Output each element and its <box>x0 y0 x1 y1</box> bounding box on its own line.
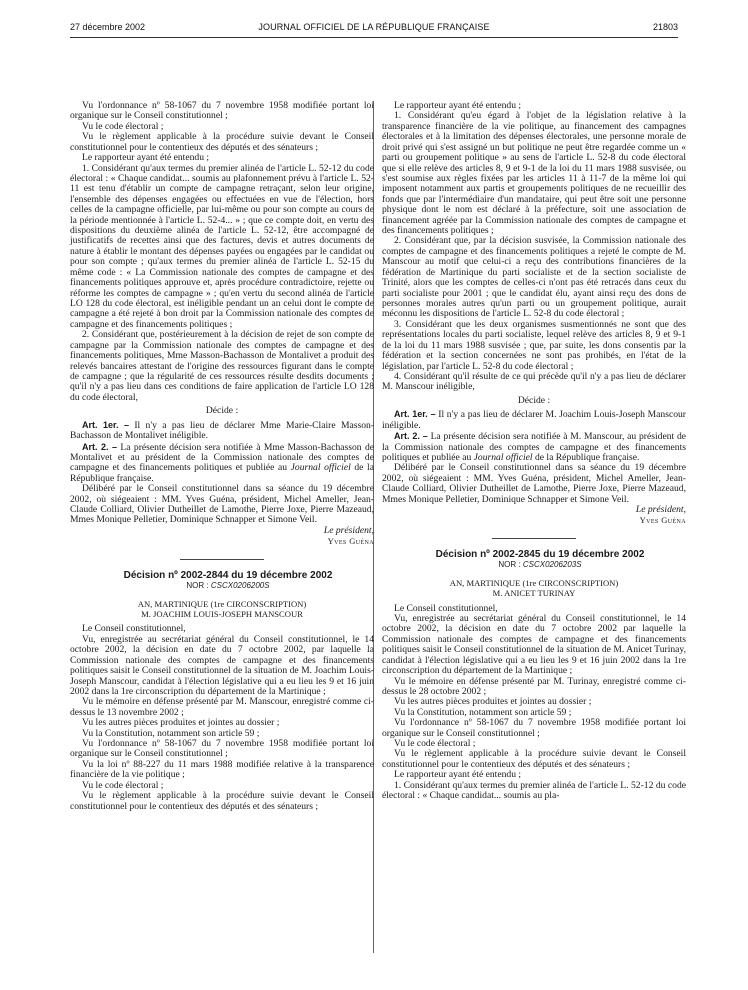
paragraph: 4. Considérant qu'il résulte de ce qui précède qu'il n'y a pas lieu de déclarer M. Manscour inéligible, <box>382 370 686 393</box>
article-2 <box>70 442 374 485</box>
signature-title: Le président, <box>323 524 374 536</box>
section-separator <box>180 559 264 560</box>
decision-title: Décision nº 2002-2844 du 19 décembre 2002 <box>123 569 333 581</box>
article-label: Art. 2. – <box>394 431 428 442</box>
paragraph: 1. Considérant qu'aux termes du premier alinéa de l'article L. 52-12 du code électoral : « Chaque candidat... soumis au pla- <box>382 779 686 802</box>
signature-name: Yves Guéna <box>327 536 374 547</box>
right-column <box>382 101 686 802</box>
paragraph: Le Conseil constitutionnel, <box>394 602 498 614</box>
constituency: AN, MARTINIQUE (1re CIRCONSCRIPTION) <box>137 598 307 609</box>
deliberation: Délibéré par le Conseil constitutionnel dans sa séance du 19 décembre 2002, où siégeaient : MM. Yves Guéna, président, Michel Ameller, Jean-Claude Colliard, Olivier Dutheillet de Lamothe, Pierre Joxe, Pierre Mazeaud, Mmes Monique Pelletier, Dominique Schnapper et Simone Veil. <box>382 462 686 505</box>
parties-block <box>382 578 686 599</box>
article-text: La présente décision sera notifiée à M. Manscour, au président de la Commission nationale des comptes de campagne et des financements politiques et publiée au <box>382 431 686 463</box>
paragraph: Vu l'ordonnance nº 58-1067 du 7 novembre 1958 modifiée portant loi organique sur le Conseil constitutionnel ; <box>70 100 374 122</box>
paragraph: Vu le code électoral ; <box>82 779 164 791</box>
article-text: La présente décision sera notifiée à Mme Masson-Bachasson de Montalivet et au président de la Commission nationale des comptes de campagne et des financements politiques et publiée au <box>70 441 375 474</box>
article-text: Il n'y a pas lieu de déclarer M. Joachim Louis-Joseph Manscour inéligible. <box>382 409 686 431</box>
section-separator <box>492 538 576 539</box>
parties-block <box>70 599 374 620</box>
journal-name: Journal officiel <box>290 462 351 474</box>
paragraph: Vu, enregistrée au secrétariat général du Conseil constitutionnel, le 14 octobre 2002, la décision en date du 7 octobre 2002 par laquelle la Commission nationale des comptes de campagne et des financements politiques saisit le Conseil constitutionnel de la situation de M. Anicet Turinay, candidat à l'élection législative qui a eu lieu les 9 et 16 juin 2002 dans la 1re circonscription du département de la Martinique ; <box>382 612 686 677</box>
nor-code: CSCX0206200S <box>210 581 270 591</box>
paragraph: Le rapporteur ayant été entendu ; <box>394 100 522 111</box>
paragraph: Vu le mémoire en défense présenté par M. Turinay, enregistré comme ci-dessus le 28 octobre 2002 ; <box>382 675 686 697</box>
paragraph: Vu l'ordonnance nº 58-1067 du 7 novembre 1958 modifiée portant loi organique sur le Conseil constitutionnel ; <box>70 738 374 760</box>
nor-label: NOR : <box>186 581 209 591</box>
nor-reference <box>382 560 686 570</box>
paragraph: Le Conseil constitutionnel, <box>82 623 186 635</box>
constituency: AN, MARTINIQUE (1re CIRCONSCRIPTION) <box>449 577 619 588</box>
article-label: Art. 1er. – <box>82 419 129 430</box>
paragraph: Vu la Constitution, notamment son article 59 ; <box>394 706 572 718</box>
paragraph: Vu la Constitution, notamment son article 59 ; <box>82 727 260 739</box>
party-name: M. ANICET TURINAY <box>492 588 576 599</box>
article-text: de la République française. <box>70 462 374 484</box>
paragraph: 2. Considérant que, postérieurement à la décision de rejet de son compte de campagne par la Commission nationale des comptes de campagne et des financements politiques, Mme Masson-Bachasson de Montalivet a produit des relevés bancaires attestant de l'origine des ressources figurant dans le compte de campagne ; que la régularité de ces ressources résulte desdits documents ; qu'il n'y a pas lieu dans ces conditions de faire application de l'article LO 128 du code électoral, <box>70 329 374 403</box>
decision-title: Décision nº 2002-2845 du 19 décembre 2002 <box>435 548 645 560</box>
article-1 <box>70 420 374 442</box>
party-name: M. JOACHIM LOUIS-JOSEPH MANSCOUR <box>141 608 303 619</box>
decide-heading: Décide : <box>517 394 551 406</box>
article-2 <box>382 431 686 463</box>
paragraph: Vu le règlement applicable à la procédure suivie devant le Conseil constitutionnel pour le contentieux des députés et des sénateurs ; <box>70 790 374 812</box>
paragraph: Vu le code électoral ; <box>82 120 164 132</box>
article-label: Art. 2. – <box>82 441 118 452</box>
page-header <box>70 22 678 38</box>
paragraph: 3. Considérant que les deux organismes susmentionnés ne sont que des représentations locales du parti socialiste, lequel relève des articles 8, 9 et 9-1 de la loi du 11 mars 1988 susvisée ; que, par suite, les dons consentis par la fédération et la section concernées ne sont pas prohibés, en l'état de la législation, par l'article L. 52-8 du code électoral ; <box>382 318 686 372</box>
paragraph: Vu les autres pièces produites et jointes au dossier ; <box>82 717 280 729</box>
article-text: de la République française. <box>534 451 640 463</box>
deliberation: Délibéré par le Conseil constitutionnel dans sa séance du 19 décembre 2002, où siégeaient : MM. Yves Guéna, président, Michel Ameller, Jean-Claude Colliard, Olivier Dutheillet de Lamothe, Pierre Joxe, Pierre Mazeaud, Mmes Monique Pelletier, Dominique Schnapper et Simone Veil. <box>70 483 374 526</box>
article-1 <box>382 409 686 431</box>
signature-title: Le président, <box>635 504 686 516</box>
paragraph: Vu le code électoral ; <box>394 738 476 750</box>
paragraph: Le rapporteur ayant été entendu ; <box>82 152 210 164</box>
header-journal-title: JOURNAL OFFICIEL DE LA RÉPUBLIQUE FRANÇAISE <box>258 22 490 32</box>
article-text: Il n'y a pas lieu de déclarer Mme Marie-Claire Masson-Bachasson de Montalivet inéligible. <box>70 419 374 442</box>
header-date: 27 décembre 2002 <box>70 22 146 32</box>
paragraph: 1. Considérant qu'eu égard à l'objet de la législation relative à la transparence financière de la vie politique, au financement des campagnes électorales et à la limitation des dépenses électorales, une personne morale de droit privé qui s'est assigné un but politique ne peut être regardée comme un « parti ou groupement politique » au sens de l'article L. 52-8 du code électoral que si elle relève des articles 8, 9 et 9-1 de la loi du 11 mars 1988 susvisée, ou s'est soumise aux règles fixées par les articles 11 à 11-7 de la même loi qui imposent notamment aux partis et groupements politiques de ne recueillir des fonds que par l'intermédiaire d'un mandataire, qui peut être soit une personne physique dont le nom est déclaré à la préfecture, soit une association de financement agréée par la Commission nationale des comptes de campagne et des financements politiques ; <box>382 110 686 237</box>
journal-name: Journal officiel <box>473 451 533 463</box>
header-rule <box>70 37 678 38</box>
signature-name: Yves Guéna <box>639 515 686 526</box>
left-column <box>70 101 374 812</box>
paragraph: Vu le mémoire en défense présenté par M. Manscour, enregistré comme ci-dessus le 13 novembre 2002 ; <box>70 696 374 718</box>
paragraph: Vu les autres pièces produites et jointes au dossier ; <box>394 696 592 708</box>
paragraph: Vu l'ordonnance nº 58-1067 du 7 novembre 1958 modifiée portant loi organique sur le Conseil constitutionnel ; <box>382 717 686 739</box>
header-page-number: 21803 <box>652 22 678 32</box>
paragraph: Vu le règlement applicable à la procédure suivie devant le Conseil constitutionnel pour le contentieux des députés et des sénateurs ; <box>382 748 686 770</box>
nor-label: NOR : <box>498 560 521 570</box>
nor-code: CSCX0206203S <box>522 560 582 570</box>
paragraph: 2. Considérant que, par la décision susvisée, la Commission nationale des comptes de campagne et des financements politiques a rejeté le compte de M. Manscour au motif que celui-ci a reçu des contributions financières de la fédération de Martinique du parti socialiste et de la section socialiste de Trinité, alors que les comptes de celles-ci n'ont pas été retracés dans ceux du parti socialiste pour 2001 ; que le candidat élu, ayant ainsi reçu des dons de personnes morales autres qu'un parti ou un groupement politique, aurait méconnu les dispositions de l'article L. 52-8 du code électoral ; <box>382 235 686 320</box>
article-label: Art. 1er. – <box>394 409 436 420</box>
paragraph: 1. Considérant qu'aux termes du premier alinéa de l'article L. 52-12 du code électoral : « Chaque candidat... soumis au plafonnement prévu à l'article L. 52-11 est tenu d'établir un compte de campagne retraçant, selon leur origine, l'ensemble des dépenses engagées ou effectuées en vue de l'élection, hors celles de la campagne officielle, par lui-même ou pour son compte au cours de la période mentionnée à l'article L. 52-4... » ; que ce compte doit, en vertu des dispositions du deuxième alinéa de l'article L. 52-12, être accompagné de justificatifs de recettes ainsi que des factures, devis et autres documents de nature à établir le montant des dépenses payées ou engagées par le candidat ou pour son compte ; qu'aux termes du premier alinéa de l'article L. 52-15 du même code : « La Commission nationale des comptes de campagne et des financements politiques approuve et, après procédure contradictoire, rejette ou réforme les comptes de campagne » ; qu'en vertu du second alinéa de l'article LO 128 du code électoral, est inéligible pendant un an celui dont le compte de campagne a été rejeté à bon droit par la Commission nationale des comptes de campagne et des financements politiques ; <box>70 162 374 330</box>
paragraph: Vu, enregistrée au secrétariat général du Conseil constitutionnel, le 14 octobre 2002, la décision en date du 7 octobre 2002, par laquelle la Commission nationale des comptes de campagne et des financements politiques saisit le Conseil constitutionnel de la situation de M. Joachim Louis-Joseph Manscour, candidat à l'élection législative qui a eu lieu les 9 et 16 juin 2002 dans la 1re circonscription du département de la Martinique ; <box>70 633 374 697</box>
paragraph: Vu le règlement applicable à la procédure suivie devant le Conseil constitutionnel pour le contentieux des députés et des sénateurs ; <box>70 131 374 153</box>
nor-reference <box>70 581 374 591</box>
paragraph: Le rapporteur ayant été entendu ; <box>394 769 522 781</box>
paragraph: Vu la loi nº 88-227 du 11 mars 1988 modifiée relative à la transparence financière de la vie politique ; <box>70 758 374 781</box>
decide-heading: Décide : <box>205 405 239 417</box>
